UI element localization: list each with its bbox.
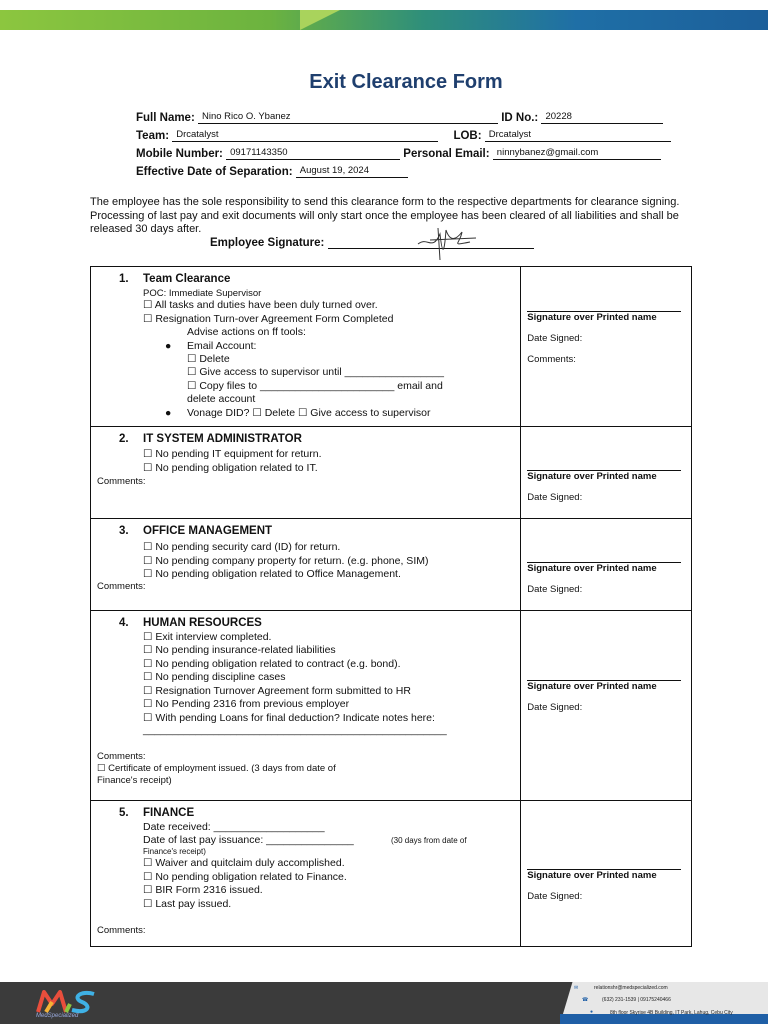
- finance-clearance-cell: [91, 801, 521, 947]
- id-label: ID No.:: [501, 112, 539, 124]
- team-label: Team:: [136, 130, 170, 142]
- separation-row: [136, 165, 408, 178]
- team-vonage[interactable]: Vonage DID? ☐ Delete ☐ Give access to supervisor: [187, 407, 431, 419]
- clearance-table: [90, 266, 692, 947]
- it-title: IT SYSTEM ADMINISTRATOR: [143, 433, 302, 445]
- team-title: Team Clearance: [143, 273, 231, 285]
- finance-last-pay-date[interactable]: Date of last pay issuance: _______________: [143, 834, 354, 846]
- team-poc: POC: Immediate Supervisor: [143, 288, 262, 299]
- finance-item-waiver[interactable]: ☐ Waiver and quitclaim duly accomplished.: [143, 857, 345, 869]
- office-item-id[interactable]: ☐ No pending security card (ID) for return.: [143, 541, 341, 553]
- team-email-label: Email Account:: [187, 340, 257, 352]
- signature-caption: Signature over Printed name: [527, 471, 657, 482]
- signature-caption: Signature over Printed name: [527, 312, 657, 323]
- hr-item-loans[interactable]: ☐ With pending Loans for final deduction? Indicate notes here:: [143, 712, 435, 724]
- office-item-property[interactable]: ☐ No pending company property for return. (e.g. phone, SIM): [143, 555, 429, 567]
- date-signed-label: Date Signed:: [527, 492, 583, 503]
- team-email-copy[interactable]: ☐ Copy files to _______________________ email and: [187, 380, 443, 392]
- finance-item-obligation[interactable]: ☐ No pending obligation related to Finance.: [143, 871, 347, 883]
- finance-date-received[interactable]: Date received: ___________________: [143, 821, 325, 833]
- hr-clearance-cell: [91, 611, 521, 801]
- mobile-label: Mobile Number:: [136, 148, 223, 160]
- separation-label: Effective Date of Separation:: [136, 166, 293, 178]
- team-item-turnover[interactable]: ☐ All tasks and duties have been duly turned over.: [143, 299, 378, 311]
- full-name-value[interactable]: Nino Rico O. Ybanez: [198, 111, 498, 124]
- finance-signature-cell: [521, 801, 692, 947]
- hr-number: 4.: [119, 617, 129, 629]
- employee-signature-label: Employee Signature:: [210, 237, 325, 249]
- date-signed-label: Date Signed:: [527, 891, 583, 902]
- date-signed-label: Date Signed:: [527, 333, 583, 344]
- team-signature-cell: [521, 267, 692, 427]
- hr-item-2316[interactable]: ☐ No Pending 2316 from previous employer: [143, 698, 350, 710]
- mobile-value[interactable]: 09171143350: [226, 147, 400, 160]
- signature-caption: Signature over Printed name: [527, 870, 657, 881]
- employee-signature-row: [210, 236, 534, 249]
- intro-paragraph: The employee has the sole responsibility to send this clearance form to the respective departments for clearance signing. Processing of last pay and exit documents will only start once the employee has been cleared of all liabilities and shall be released 30 days after.: [90, 196, 680, 235]
- hr-item-discipline[interactable]: ☐ No pending discipline cases: [143, 671, 286, 683]
- hr-notes-line[interactable]: ____________________________________________________: [143, 724, 447, 736]
- team-item-agreement[interactable]: ☐ Resignation Turn-over Agreement Form Completed: [143, 313, 394, 325]
- date-signed-label: Date Signed:: [527, 584, 583, 595]
- comments-label: Comments:: [527, 354, 576, 365]
- hr-title: HUMAN RESOURCES: [143, 617, 262, 629]
- office-clearance-cell: [91, 519, 521, 611]
- id-value[interactable]: 20228: [541, 111, 663, 124]
- signature-scribble-icon: [410, 222, 480, 262]
- mobile-row: [136, 147, 661, 160]
- bullet-icon: ●: [165, 340, 172, 352]
- it-clearance-cell: [91, 427, 521, 519]
- email-label: Personal Email:: [403, 148, 490, 160]
- team-number: 1.: [119, 273, 129, 285]
- lob-value[interactable]: Drcatalyst: [485, 129, 671, 142]
- hr-item-turnover-form[interactable]: ☐ Resignation Turnover Agreement form submitted to HR: [143, 685, 411, 697]
- hr-coe-item[interactable]: ☐ Certificate of employment issued. (3 days from date of: [97, 763, 336, 774]
- full-name-row: [136, 111, 663, 124]
- team-clearance-cell: [91, 267, 521, 427]
- header-accent: [300, 10, 340, 30]
- it-number: 2.: [119, 433, 129, 445]
- finance-title: FINANCE: [143, 807, 195, 819]
- finance-number: 5.: [119, 807, 129, 819]
- it-signature-cell: [521, 427, 692, 519]
- finance-last-pay-note-2: Finance's receipt): [143, 847, 206, 856]
- office-number: 3.: [119, 525, 129, 537]
- lob-label: LOB:: [453, 130, 482, 142]
- location-pin-icon: ●: [590, 1009, 594, 1015]
- team-email-access[interactable]: ☐ Give access to supervisor until _________________: [187, 366, 444, 378]
- phone-icon: ☎: [582, 997, 589, 1003]
- medspecialized-logo: [36, 990, 98, 1014]
- office-comments-label: Comments:: [97, 581, 146, 592]
- team-email-delete-account: delete account: [187, 393, 256, 405]
- hr-item-exit-interview[interactable]: ☐ Exit interview completed.: [143, 631, 272, 643]
- signature-caption: Signature over Printed name: [527, 681, 657, 692]
- finance-item-bir[interactable]: ☐ BIR Form 2316 issued.: [143, 884, 263, 896]
- mail-icon: ✉: [574, 985, 579, 991]
- team-advise-label: Advise actions on ff tools:: [187, 326, 306, 338]
- office-item-obligation[interactable]: ☐ No pending obligation related to Office Management.: [143, 568, 401, 580]
- office-title: OFFICE MANAGEMENT: [143, 525, 273, 537]
- team-email-delete[interactable]: ☐ Delete: [187, 353, 230, 365]
- date-signed-label: Date Signed:: [527, 702, 583, 713]
- hr-item-insurance[interactable]: ☐ No pending insurance-related liabilities: [143, 644, 336, 656]
- full-name-label: Full Name:: [136, 112, 195, 124]
- email-value[interactable]: ninnybanez@gmail.com: [493, 147, 661, 160]
- office-signature-cell: [521, 519, 692, 611]
- hr-signature-cell: [521, 611, 692, 801]
- finance-comments-label: Comments:: [97, 925, 146, 936]
- finance-last-pay-note: (30 days from date of: [391, 836, 467, 845]
- footer-phone[interactable]: (632) 231-1539 | 09175240466: [602, 997, 671, 1003]
- footer-address: 8th floor Skyrise 4B Building, IT Park, Lahug, Cebu City: [610, 1010, 733, 1016]
- finance-item-last-pay[interactable]: ☐ Last pay issued.: [143, 898, 232, 910]
- form-title: Exit Clearance Form: [309, 71, 503, 93]
- logo-subtitle: MedSpecialized: [36, 1013, 79, 1019]
- footer-email[interactable]: relationshr@medspecialized.com: [594, 985, 668, 991]
- header-color-bar: [0, 10, 768, 30]
- team-row: [136, 129, 671, 142]
- hr-comments-label: Comments:: [97, 751, 146, 762]
- hr-item-contract[interactable]: ☐ No pending obligation related to contract (e.g. bond).: [143, 658, 401, 670]
- bullet-icon: ●: [165, 407, 172, 419]
- signature-caption: Signature over Printed name: [527, 563, 657, 574]
- team-value[interactable]: Drcatalyst: [172, 129, 438, 142]
- hr-coe-note: Finance's receipt): [97, 775, 172, 786]
- it-item-obligation[interactable]: ☐ No pending obligation related to IT.: [143, 462, 318, 474]
- it-item-equipment[interactable]: ☐ No pending IT equipment for return.: [143, 448, 322, 460]
- it-comments-label: Comments:: [97, 476, 146, 487]
- separation-value[interactable]: August 19, 2024: [296, 165, 408, 178]
